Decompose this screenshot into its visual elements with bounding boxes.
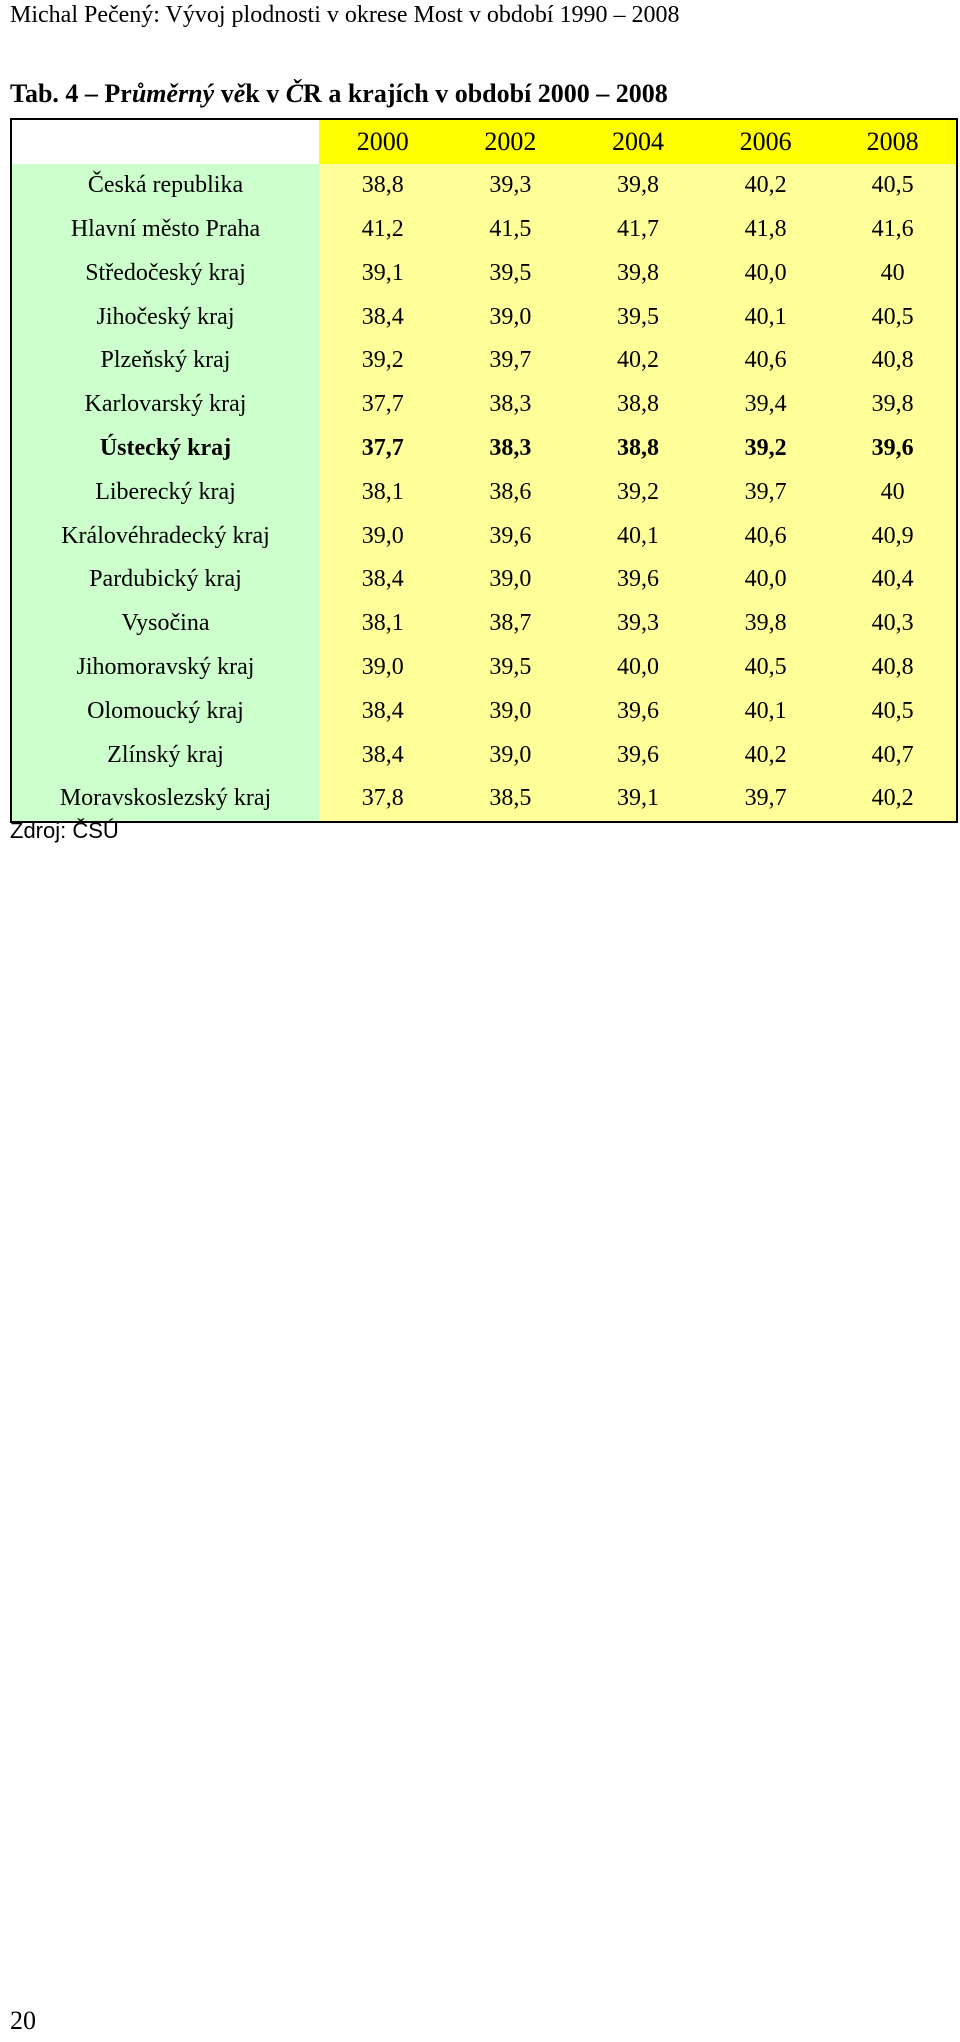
average-age-cell: 39,6 — [447, 514, 575, 558]
average-age-cell: 40,6 — [702, 339, 830, 383]
average-age-cell: 39,0 — [447, 733, 575, 777]
average-age-cell: 40,7 — [829, 733, 957, 777]
average-age-cell: 39,2 — [574, 470, 702, 514]
average-age-cell: 40,2 — [702, 733, 830, 777]
average-age-cell: 40,5 — [829, 295, 957, 339]
table-row — [11, 470, 957, 514]
average-age-cell: 38,8 — [574, 383, 702, 427]
average-age-cell: 39,6 — [574, 733, 702, 777]
average-age-cell: 40,8 — [829, 339, 957, 383]
average-age-cell: 39,0 — [319, 514, 447, 558]
average-age-cell: 39,0 — [447, 558, 575, 602]
average-age-cell: 40,0 — [574, 646, 702, 690]
average-age-cell: 38,1 — [319, 470, 447, 514]
region-name-cell: Hlavní město Praha — [11, 208, 319, 252]
table-row — [11, 777, 957, 822]
table-row — [11, 295, 957, 339]
average-age-cell: 40,2 — [702, 164, 830, 208]
average-age-cell: 38,4 — [319, 295, 447, 339]
table-row — [11, 427, 957, 471]
table-header-row — [11, 119, 957, 164]
average-age-cell: 38,8 — [574, 427, 702, 471]
table-row — [11, 339, 957, 383]
average-age-cell: 37,7 — [319, 383, 447, 427]
year-header: 2000 — [319, 119, 447, 164]
average-age-cell: 39,1 — [574, 777, 702, 822]
average-age-cell: 41,7 — [574, 208, 702, 252]
region-name-cell: Liberecký kraj — [11, 470, 319, 514]
average-age-cell: 39,6 — [574, 558, 702, 602]
average-age-cell: 37,8 — [319, 777, 447, 822]
average-age-cell: 38,4 — [319, 558, 447, 602]
table-title-part: Č — [285, 79, 304, 108]
average-age-cell: 41,5 — [447, 208, 575, 252]
table-title-part: ě — [233, 79, 246, 108]
average-age-cell: 39,2 — [702, 427, 830, 471]
average-age-cell: 38,4 — [319, 733, 447, 777]
average-age-table — [10, 118, 958, 823]
table-title-part: k v — [245, 79, 286, 108]
region-name-cell: Zlínský kraj — [11, 733, 319, 777]
average-age-cell: 39,6 — [574, 689, 702, 733]
average-age-cell: 40,6 — [702, 514, 830, 558]
average-age-cell: 40,5 — [829, 164, 957, 208]
average-age-cell: 40,0 — [702, 251, 830, 295]
average-age-cell: 39,4 — [702, 383, 830, 427]
average-age-cell: 40,2 — [829, 777, 957, 822]
average-age-cell: 40,5 — [702, 646, 830, 690]
year-header: 2008 — [829, 119, 957, 164]
table-body — [11, 164, 957, 822]
average-age-cell: 38,1 — [319, 602, 447, 646]
average-age-cell: 39,8 — [829, 383, 957, 427]
region-name-cell: Moravskoslezský kraj — [11, 777, 319, 822]
average-age-cell: 40 — [829, 251, 957, 295]
average-age-cell: 39,7 — [702, 470, 830, 514]
table-row — [11, 602, 957, 646]
average-age-cell: 39,6 — [829, 427, 957, 471]
table-corner-cell — [11, 119, 319, 164]
table-row — [11, 251, 957, 295]
table-source-note: Zdroj: ČSÚ — [10, 818, 119, 843]
average-age-cell: 38,5 — [447, 777, 575, 822]
average-age-cell: 39,7 — [702, 777, 830, 822]
average-age-cell: 40,8 — [829, 646, 957, 690]
average-age-cell: 39,1 — [319, 251, 447, 295]
average-age-cell: 40,2 — [574, 339, 702, 383]
average-age-cell: 41,2 — [319, 208, 447, 252]
region-name-cell: Karlovarský kraj — [11, 383, 319, 427]
average-age-cell: 39,3 — [447, 164, 575, 208]
year-header: 2006 — [702, 119, 830, 164]
average-age-cell: 41,6 — [829, 208, 957, 252]
region-name-cell: Ústecký kraj — [11, 427, 319, 471]
average-age-cell: 38,8 — [319, 164, 447, 208]
running-header: Michal Pečený: Vývoj plodnosti v okrese Most v období 1990 – 2008 — [10, 2, 680, 28]
average-age-cell: 38,7 — [447, 602, 575, 646]
average-age-cell: 39,5 — [447, 646, 575, 690]
table-row — [11, 164, 957, 208]
average-age-cell: 40,0 — [702, 558, 830, 602]
table-title-part: v — [214, 79, 234, 108]
year-header: 2004 — [574, 119, 702, 164]
average-age-cell: 39,3 — [574, 602, 702, 646]
average-age-cell: 39,5 — [447, 251, 575, 295]
average-age-cell: 39,0 — [447, 295, 575, 339]
region-name-cell: Vysočina — [11, 602, 319, 646]
region-name-cell: Jihomoravský kraj — [11, 646, 319, 690]
average-age-cell: 40,1 — [702, 689, 830, 733]
average-age-cell: 38,3 — [447, 383, 575, 427]
average-age-cell: 39,5 — [574, 295, 702, 339]
table-row — [11, 646, 957, 690]
region-name-cell: Jihočeský kraj — [11, 295, 319, 339]
average-age-cell: 40 — [829, 470, 957, 514]
average-age-cell: 41,8 — [702, 208, 830, 252]
average-age-cell: 38,3 — [447, 427, 575, 471]
average-age-cell: 40,9 — [829, 514, 957, 558]
average-age-cell: 39,8 — [574, 251, 702, 295]
page-number: 20 — [10, 2006, 36, 2035]
average-age-cell: 39,2 — [319, 339, 447, 383]
average-age-cell: 37,7 — [319, 427, 447, 471]
average-age-cell: 40,4 — [829, 558, 957, 602]
average-age-cell: 39,7 — [447, 339, 575, 383]
region-name-cell: Středočeský kraj — [11, 251, 319, 295]
average-age-cell: 39,0 — [447, 689, 575, 733]
average-age-cell: 40,1 — [574, 514, 702, 558]
table-row — [11, 208, 957, 252]
average-age-cell: 39,8 — [574, 164, 702, 208]
region-name-cell: Česká republika — [11, 164, 319, 208]
region-name-cell: Olomoucký kraj — [11, 689, 319, 733]
region-name-cell: Královéhradecký kraj — [11, 514, 319, 558]
average-age-cell: 38,4 — [319, 689, 447, 733]
table-row — [11, 558, 957, 602]
average-age-cell: 39,0 — [319, 646, 447, 690]
table-row — [11, 514, 957, 558]
table-title-part: R a krajích v období 2000 – 2008 — [303, 79, 668, 108]
table-row — [11, 383, 957, 427]
region-name-cell: Plzeňský kraj — [11, 339, 319, 383]
table-row — [11, 733, 957, 777]
year-header: 2002 — [447, 119, 575, 164]
table-row — [11, 689, 957, 733]
region-name-cell: Pardubický kraj — [11, 558, 319, 602]
average-age-cell: 40,3 — [829, 602, 957, 646]
average-age-cell: 39,8 — [702, 602, 830, 646]
average-age-cell: 38,6 — [447, 470, 575, 514]
average-age-cell: 40,5 — [829, 689, 957, 733]
table-title-part: Tab. 4 – Pr — [10, 79, 132, 108]
table-title — [10, 78, 668, 110]
table-title-part: ůměrný — [131, 79, 215, 108]
average-age-cell: 40,1 — [702, 295, 830, 339]
